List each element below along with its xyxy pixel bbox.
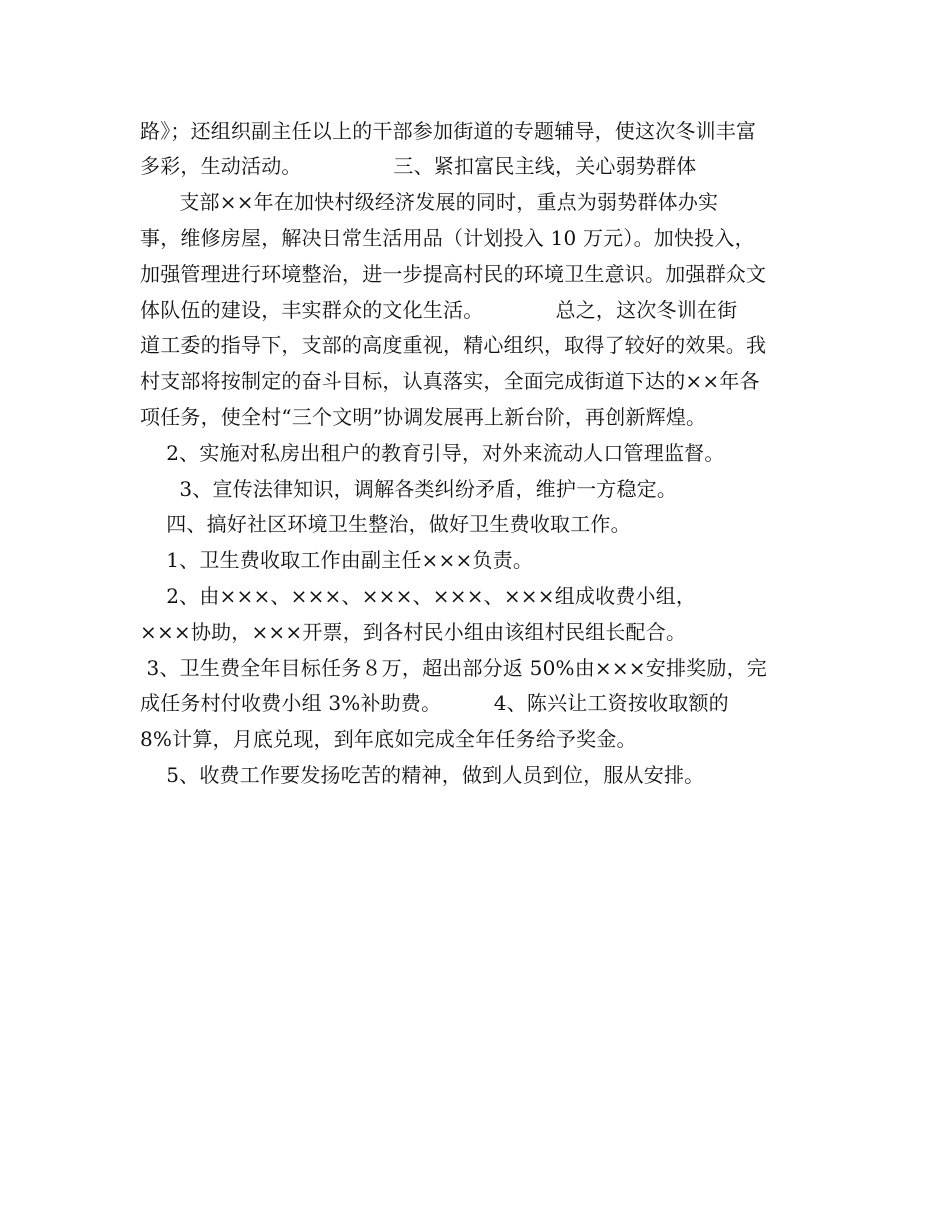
text-line: 8%计算，月底兑现，到年底如完成全年任务给予奖金。 — [140, 727, 637, 751]
text-line: 道工委的指导下，支部的高度重视，精心组织，取得了较好的效果。我 — [140, 333, 767, 357]
text-line: 体队伍的建设，丰实群众的文化生活。 总之，这次冬训在街 — [140, 298, 738, 322]
text-line: 3、卫生费全年目标任务８万，超出部分返 50%由×××安排奖励，完 — [140, 656, 767, 680]
text-line: 1、卫生费收取工作由副主任×××负责。 — [140, 548, 534, 572]
text-line: 3、宣传法律知识，调解各类纠纷矛盾，维护一方稳定。 — [140, 477, 678, 501]
text-line: 2、实施对私房出租户的教育引导，对外来流动人口管理监督。 — [140, 441, 725, 465]
text-line: ×××协助，×××开票，到各村民小组由该组村民组长配合。 — [140, 620, 687, 644]
text-line: 5、收费工作要发扬吃苦的精神，做到人员到位，服从安排。 — [140, 763, 705, 787]
text-line: 2、由×××、×××、×××、×××、×××组成收费小组， — [140, 584, 697, 608]
text-line: 四、搞好社区环境卫生整治，做好卫生费收取工作。 — [140, 512, 631, 536]
text-line: 加强管理进行环境整治，进一步提高村民的环境卫生意识。加强群众文 — [140, 262, 767, 286]
text-line: 事，维修房屋，解决日常生活用品（计划投入 10 万元）。加快投入， — [140, 226, 755, 250]
text-line: 多彩，生动活动。 三、紧扣富民主线，关心弱势群体 — [140, 154, 697, 178]
text-line: 路》；还组织副主任以上的干部参加街道的专题辅导，使这次冬训丰富 — [140, 119, 757, 143]
text-line: 支部××年在加快村级经济发展的同时，重点为弱势群体办实 — [140, 190, 719, 214]
text-line: 项任务，使全村“三个文明”协调发展再上新台阶，再创新辉煌。 — [140, 405, 707, 429]
text-line: 村支部将按制定的奋斗目标，认真落实，全面完成街道下达的××年各 — [140, 369, 760, 393]
text-line: 成任务村付收费小组 3%补助费。 4、陈兴让工资按收取额的 — [140, 691, 729, 715]
